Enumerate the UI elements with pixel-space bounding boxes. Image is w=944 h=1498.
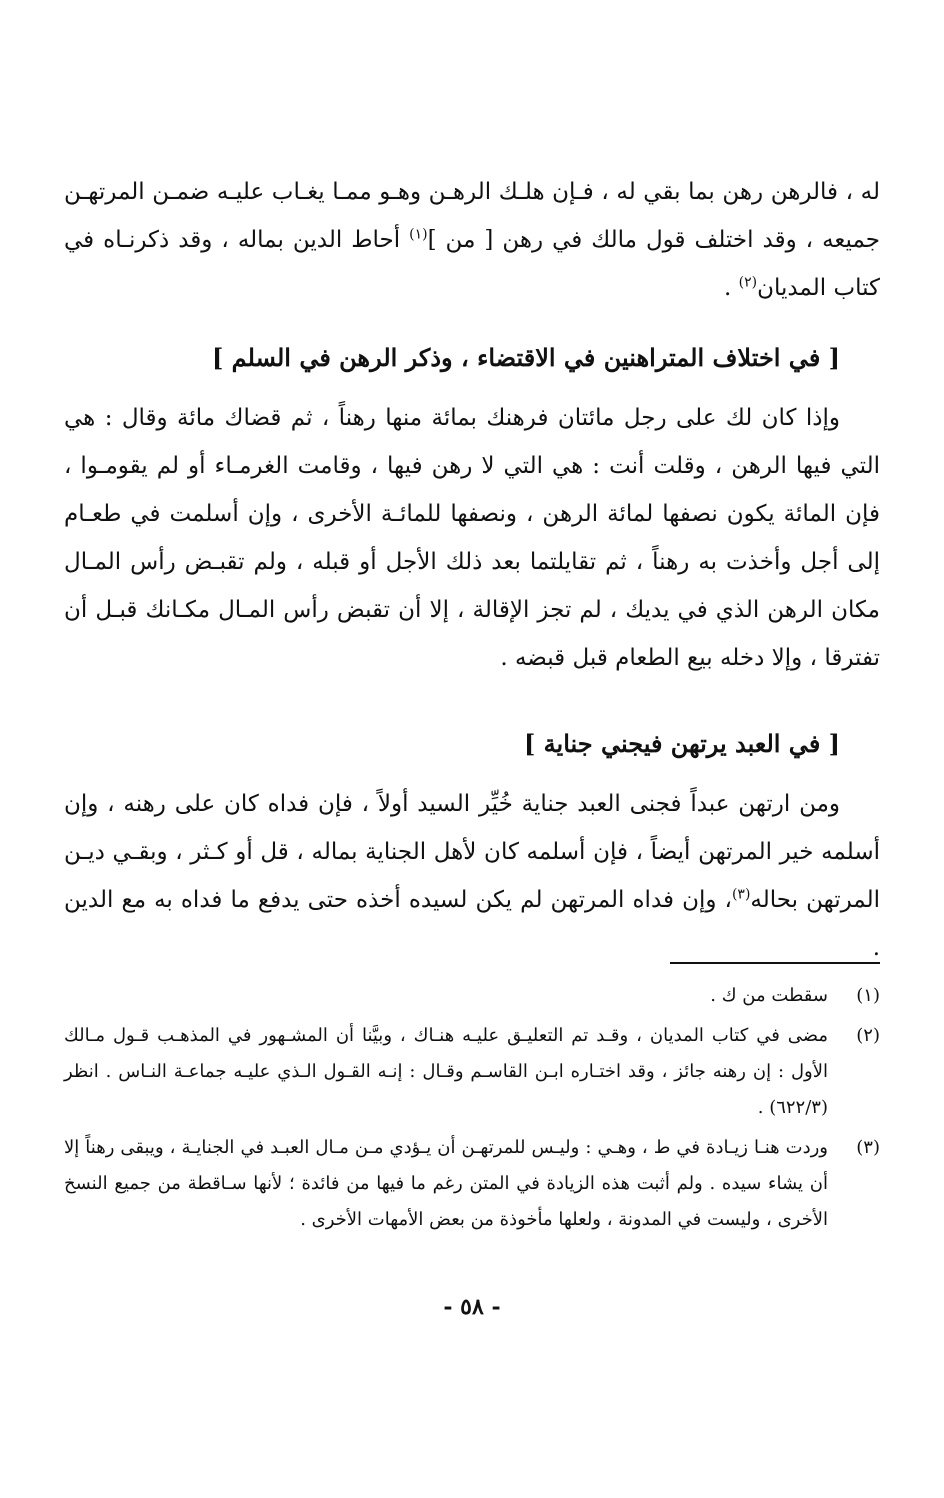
footnote-number: (٣) — [856, 1137, 880, 1158]
text-block-1 — [64, 168, 880, 312]
paragraph-3-text-2: ، وإن فداه المرتهن لم يكن لسيده أخذه حتى يدفع ما فداه به مع الدين . — [64, 887, 880, 961]
page-number: - ٥٨ - — [443, 1294, 501, 1320]
paragraph-3-text: ومن ارتهن عبداً فجنى العبد جناية خُيِّر السيد أولاً ، فإن فداه كان على رهنه ، وإن أسلمه خير المرتهن أيضاً ، فإن أسلمه كان لأهل الجناية بماله ، قل أو كـثر ، وبقـي ديـن المرتهن بحاله — [64, 791, 880, 913]
paragraph-1-text-3: . — [723, 275, 739, 301]
footnote-1 — [64, 978, 880, 1014]
footnote-text: مضى في كتاب المديان ، وقـد تم التعليـق عليـه هنـاك ، وبيَّنا أن المشـهور في المذهـب قـول مـالك الأول : إن رهنه جائز ، وقد اختـاره ابـن القاسـم وقـال : إنـه القـول الـذي عليـه جماعـة النـاس . انظر (٦٢٢/٣) . — [64, 1025, 828, 1118]
footnote-2 — [64, 1018, 880, 1126]
footnote-ref-1: (١) — [409, 226, 428, 243]
footnote-separator — [670, 962, 880, 964]
paragraph-2: وإذا كان لك على رجل مائتان فرهنك بمائة منها رهناً ، ثم قضاك مائة وقال : هي التي فيها الرهن ، وقلت أنت : هي التي لا رهن فيها ، وقامت الغرمـاء أو لم يقومـوا ، فإن المائة يكون نصفها لمائة الرهن ، ونصفها للمائـة الأخرى ، وإن أسلمت في طعـام إلى أجل وأخذت به رهناً ، ثم تقايلتما بعد ذلك الأجل أو قبله ، ولم تقبـض رأس المـال مكان الرهن الذي في يديك ، لم تجز الإقالة ، إلا أن تقبض رأس المـال مكـانك قبـل أن تفترقا ، وإلا دخله بيع الطعام قبل قبضه . — [64, 405, 880, 671]
footnote-number: (١) — [856, 985, 880, 1006]
footnotes-section — [64, 978, 880, 1242]
text-block-2 — [64, 394, 880, 682]
footnote-text: سقطت من ك . — [710, 985, 828, 1006]
footnote-text: وردت هنـا زيـادة في ط ، وهـي : وليـس للمرتهـن أن يـؤدي مـن مـال العبـد في الجنايـة ، ويبقى رهناً إلا أن يشاء سيده . ولم أثبت هذه الزيادة في المتن رغم ما فيها من فائدة ؛ لأنها سـاقطة من جميع النسخ الأخرى ، وليست في المدونة ، ولعلها مأخوذة من بعض الأمهات الأخرى . — [64, 1137, 828, 1230]
footnote-ref-2: (٢) — [738, 274, 758, 291]
paragraph-1-text: له ، فالرهن رهن بما بقي له ، فـإن هلـك الرهـن وهـو ممـا يغـاب عليـه ضمـن المرتهـن جميعه ، وقد اختلف قول مالك في رهن [ من ] — [64, 179, 880, 253]
section-heading-2: [ في العبد يرتهن فيجني جناية ] — [523, 729, 840, 758]
footnote-3 — [64, 1130, 880, 1238]
footnote-number: (٢) — [856, 1025, 880, 1046]
section-heading-1: [ في اختلاف المتراهنين في الاقتضاء ، وذكر الرهن في السلم ] — [211, 343, 840, 372]
paragraph-1-text-2: أحاط الدين بماله ، وقد ذكرنـاه في كتاب المديان — [64, 227, 880, 301]
paragraph-3 — [64, 780, 880, 972]
paragraph-1 — [64, 168, 880, 312]
footnote-ref-3: (٣) — [731, 886, 751, 903]
text-block-3 — [64, 780, 880, 972]
